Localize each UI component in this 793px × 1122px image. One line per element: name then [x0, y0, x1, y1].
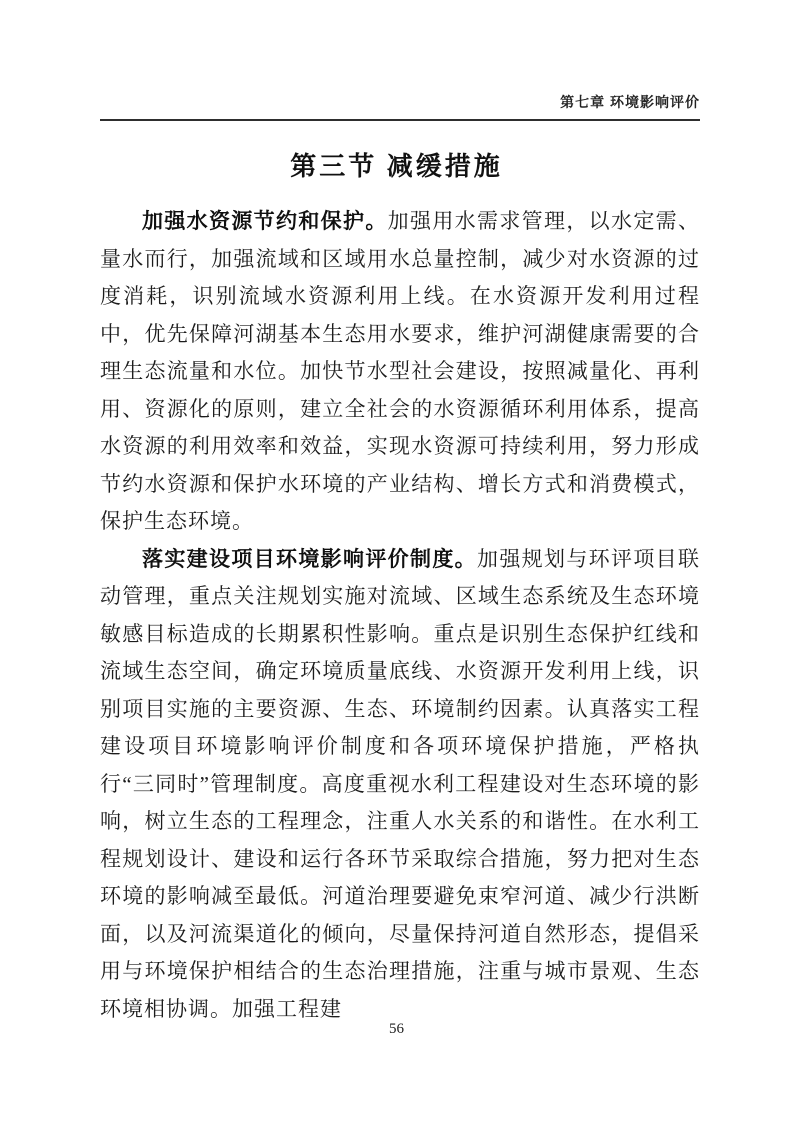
paragraph-water-conservation-lead: 加强水资源节约和保护。 [142, 209, 388, 233]
paragraph-water-conservation [100, 203, 700, 541]
paragraph-eia-system-lead: 落实建设项目环境影响评价制度。 [142, 546, 477, 571]
paragraph-water-conservation-text: 加强用水需求管理，以水定需、量水而行，加强流域和区域用水总量控制，减少对水资源的过度消耗，识别流域水资源利用上线。在水资源开发利用过程中，优先保障河湖基本生态用水要求，维护河湖健康需要的合理生态流量和水位。加快节水型社会建设，按照减量化、再利用、资源化的原则，建立全社会的水资源循环利用体系，提高水资源的利用效率和效益，实现水资源可持续利用，努力形成节约水资源和保护水环境的产业结构、增长方式和消费模式，保护生态环境。 [100, 209, 701, 533]
body-text-block [100, 203, 700, 1028]
header-rule [100, 119, 700, 121]
running-header-chapter: 第七章 环境影响评价 [560, 94, 700, 110]
page-number: 56 [389, 1021, 404, 1037]
paragraph-eia-system-text: 加强规划与环评项目联动管理，重点关注规划实施对流域、区域生态系统及生态环境敏感目标造成的长期累积性影响。重点是识别生态保护红线和流域生态空间，确定环境质量底线、水资源开发利用上线，识别项目实施的主要资源、生态、环境制约因素。认真落实工程建设项目环境影响评价制度和各项环境保护措施，严格执行“三同时”管理制度。高度重视水利工程建设对生态环境的影响，树立生态的工程理念，注重人水关系的和谐性。在水利工程规划设计、建设和运行各环节采取综合措施，努力把对生态环境的影响减至最低。河道治理要避免束窄河道、减少行洪断面，以及河流渠道化的倾向，尽量保持河道自然形态，提倡采用与环境保护相结合的生态治理措施，注重与城市景观、生态环境相协调。加强工程建 [100, 546, 700, 1021]
paragraph-eia-system [100, 541, 700, 1029]
section-title: 第三节 减缓措施 [290, 152, 503, 181]
